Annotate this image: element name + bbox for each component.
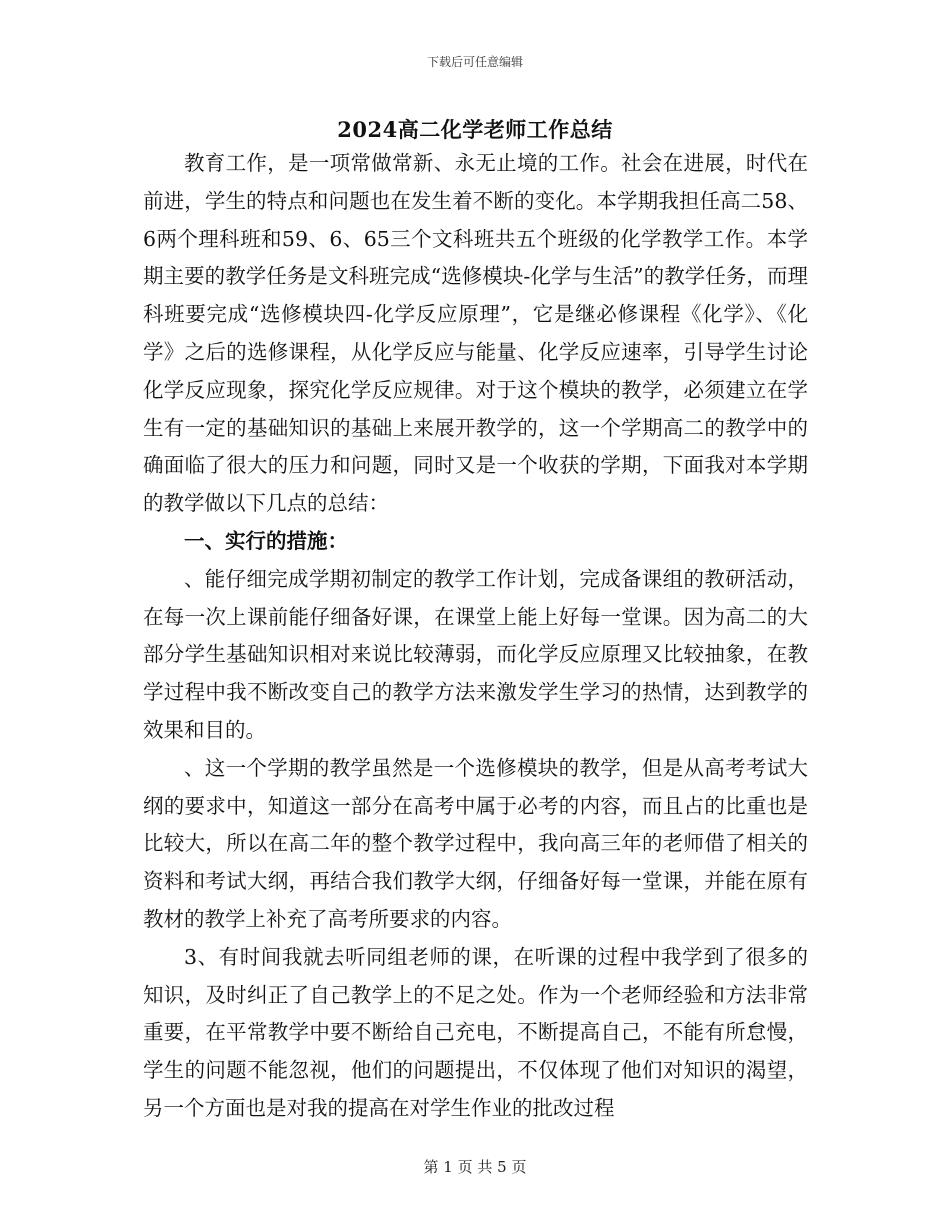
header-note: 下载后可任意编辑 xyxy=(426,55,523,69)
intro-paragraph: 教育工作，是一项常做常新、永无止境的工作。社会在进展，时代在前进，学生的特点和问题也在发生着不断的变化。本学期我担任高二58、6两个理科班和59、6、65三个文科班共五个班级的化学教学工作。本学期主要的教学任务是文科班完成“选修模块-化学与生活”的教学任务，而理科班要完成“选修模块四-化学反应原理”，它是继必修课程《化学》、《化学》之后的选修课程，从化学反应与能量、化学反应速率，引导学生讨论化学反应现象，探究化学反应规律。对于这个模块的教学，必须建立在学生有一定的基础知识的基础上来展开教学的，这一个学期高二的教学中的确面临了很大的压力和问题，同时又是一个收获的学期，下面我对本学期的教学做以下几点的总结： xyxy=(143,151,808,516)
section-heading-measures: 一、实行的措施： xyxy=(184,528,348,553)
measure-paragraph-1: 、能仔细完成学期初制定的教学工作计划，完成备课组的教研活动，在每一次上课前能仔细备好课，在课堂上能上好每一堂课。因为高二的大部分学生基础知识相对来说比较薄弱，而化学反应原理又比较抽象，在教学过程中我不断改变自己的教学方法来激发学生学习的热情，达到教学的效果和目的。 xyxy=(143,566,808,742)
measure-paragraph-3: 3、有时间我就去听同组老师的课，在听课的过程中我学到了很多的知识，及时纠正了自己教学上的不足之处。作为一个老师经验和方法非常重要，在平常教学中要不断给自己充电，不断提高自己，不能有所怠慢，学生的问题不能忽视，他们的问题提出，不仅体现了他们对知识的渴望，另一个方面也是对我的提高在对学生作业的批改过程 xyxy=(143,944,808,1120)
document-body xyxy=(143,145,808,1128)
document-title: 2024高二化学老师工作总结 xyxy=(337,117,613,142)
page-footer: 第 1 页 共 5 页 xyxy=(423,1158,527,1176)
measure-paragraph-2: 、这一个学期的教学虽然是一个选修模块的教学，但是从高考考试大纲的要求中，知道这一部分在高考中属于必考的内容，而且占的比重也是比较大，所以在高二年的整个教学过程中，我向高三年的老师借了相关的资料和考试大纲，再结合我们教学大纲，仔细备好每一堂课，并能在原有教材的教学上补充了高考所要求的内容。 xyxy=(143,755,808,931)
